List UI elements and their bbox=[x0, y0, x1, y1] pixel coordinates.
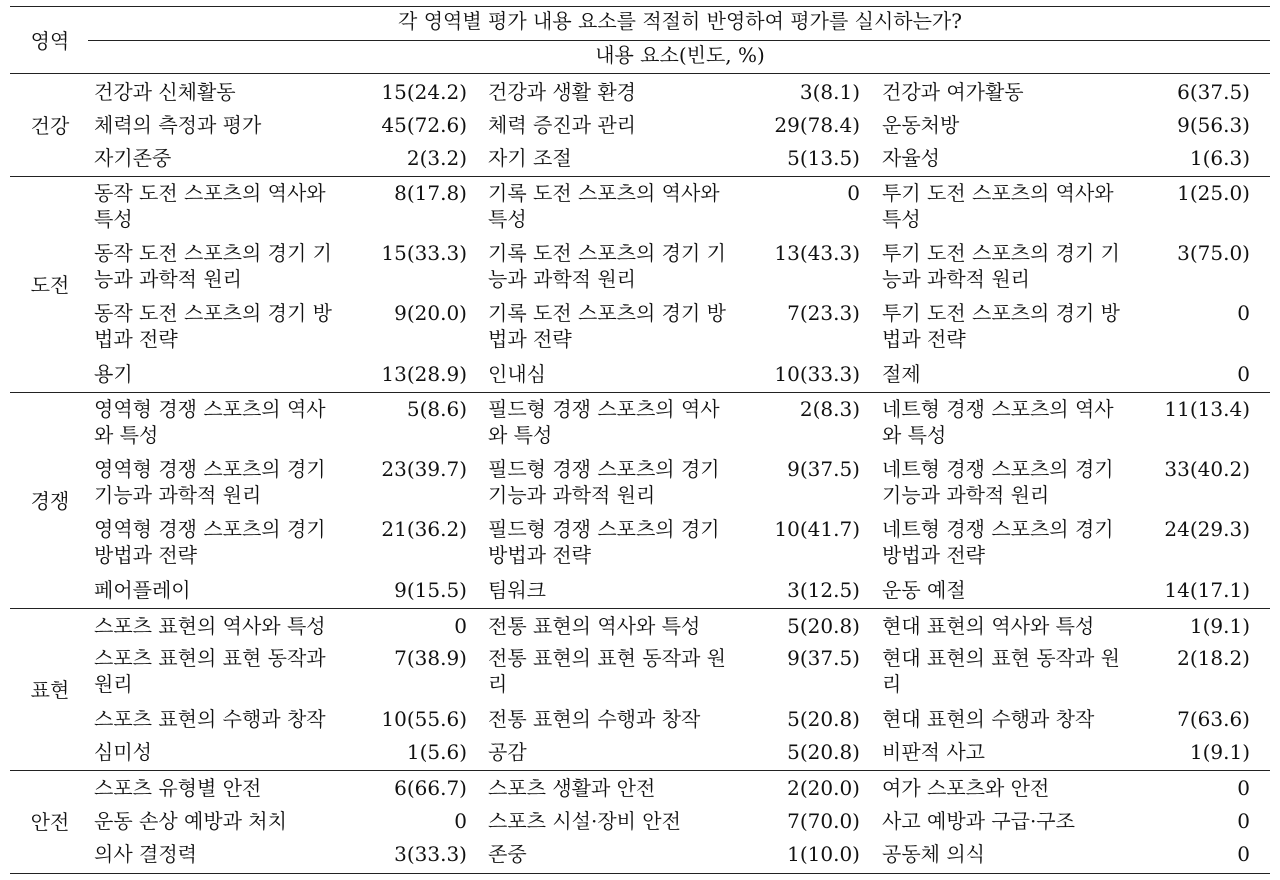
content-element-label: 필드형 경쟁 스포츠의 역사 bbox=[488, 397, 720, 421]
content-element-label: 동작 도전 스포츠의 경기 기 bbox=[94, 241, 332, 265]
content-element-label-cont: 와 특성 bbox=[488, 423, 553, 447]
frequency-value: 45(72.6) bbox=[381, 113, 467, 137]
frequency-value: 3(12.5) bbox=[787, 578, 860, 602]
content-element-label: 운동 손상 예방과 처치 bbox=[94, 809, 287, 833]
content-element-label: 여가 스포츠와 안전 bbox=[882, 776, 1050, 800]
frequency-value: 15(33.3) bbox=[381, 241, 467, 265]
content-element-label: 존중 bbox=[488, 842, 527, 866]
content-element-label: 현대 표현의 역사와 특성 bbox=[882, 614, 1095, 638]
domain-label: 건강 bbox=[30, 113, 70, 138]
frequency-value: 1(6.3) bbox=[1189, 146, 1250, 170]
content-element-label: 심미성 bbox=[94, 740, 152, 764]
content-element-label: 필드형 경쟁 스포츠의 경기 bbox=[488, 457, 720, 481]
table-top-rule bbox=[10, 6, 1270, 7]
domain-label: 안전 bbox=[30, 809, 70, 834]
content-element-label: 건강과 신체활동 bbox=[94, 80, 236, 104]
frequency-value: 13(28.9) bbox=[381, 362, 467, 386]
frequency-value: 1(25.0) bbox=[1177, 181, 1250, 205]
frequency-value: 1(10.0) bbox=[787, 842, 860, 866]
content-element-label: 운동처방 bbox=[882, 113, 960, 137]
content-element-label-cont: 능과 과학적 원리 bbox=[882, 267, 1030, 291]
frequency-value: 9(15.5) bbox=[394, 578, 467, 602]
content-element-label: 건강과 생활 환경 bbox=[488, 80, 636, 104]
content-element-label-cont: 와 특성 bbox=[882, 423, 947, 447]
frequency-value: 5(20.8) bbox=[787, 740, 860, 764]
frequency-value: 15(24.2) bbox=[381, 80, 467, 104]
content-element-label: 건강과 여가활동 bbox=[882, 80, 1024, 104]
frequency-value: 11(13.4) bbox=[1164, 397, 1250, 421]
content-element-label: 기록 도전 스포츠의 경기 방 bbox=[488, 301, 726, 325]
content-element-label-cont: 법과 전략 bbox=[882, 327, 966, 351]
content-element-label: 네트형 경쟁 스포츠의 경기 bbox=[882, 457, 1114, 481]
section-divider bbox=[10, 770, 1270, 771]
frequency-value: 2(3.2) bbox=[406, 146, 467, 170]
frequency-value: 0 bbox=[1237, 776, 1250, 800]
content-element-label-cont: 리 bbox=[488, 672, 508, 696]
content-element-label: 현대 표현의 표현 동작과 원 bbox=[882, 646, 1120, 670]
content-element-label: 체력 증진과 관리 bbox=[488, 113, 636, 137]
frequency-value: 6(66.7) bbox=[394, 776, 467, 800]
domain-label: 표현 bbox=[30, 677, 70, 702]
content-element-label-cont: 와 특성 bbox=[94, 423, 159, 447]
frequency-value: 9(37.5) bbox=[787, 646, 860, 670]
content-element-label: 투기 도전 스포츠의 역사와 bbox=[882, 181, 1114, 205]
frequency-value: 2(18.2) bbox=[1177, 646, 1250, 670]
frequency-value: 6(37.5) bbox=[1177, 80, 1250, 104]
frequency-value: 24(29.3) bbox=[1164, 517, 1250, 541]
sub-header: 내용 요소(빈도, %) bbox=[595, 43, 765, 67]
content-element-label: 공동체 의식 bbox=[882, 842, 985, 866]
content-element-label: 동작 도전 스포츠의 경기 방 bbox=[94, 301, 332, 325]
frequency-value: 7(23.3) bbox=[787, 301, 860, 325]
content-element-label: 사고 예방과 구급·구조 bbox=[882, 809, 1075, 833]
frequency-value: 0 bbox=[1237, 809, 1250, 833]
frequency-value: 7(70.0) bbox=[787, 809, 860, 833]
content-element-label-cont: 능과 과학적 원리 bbox=[488, 267, 636, 291]
frequency-value: 5(20.8) bbox=[787, 707, 860, 731]
frequency-value: 5(20.8) bbox=[787, 614, 860, 638]
content-element-label-cont: 기능과 과학적 원리 bbox=[488, 483, 656, 507]
frequency-value: 9(37.5) bbox=[787, 457, 860, 481]
content-element-label: 운동 예절 bbox=[882, 578, 966, 602]
content-element-label: 전통 표현의 표현 동작과 원 bbox=[488, 646, 726, 670]
question-header: 각 영역별 평가 내용 요소를 적절히 반영하여 평가를 실시하는가? bbox=[398, 9, 962, 33]
content-element-label: 투기 도전 스포츠의 경기 방 bbox=[882, 301, 1120, 325]
frequency-value: 0 bbox=[1237, 301, 1250, 325]
content-element-label: 용기 bbox=[94, 362, 133, 386]
content-element-label: 스포츠 생활과 안전 bbox=[488, 776, 656, 800]
frequency-value: 3(33.3) bbox=[394, 842, 467, 866]
content-element-label: 공감 bbox=[488, 740, 527, 764]
content-element-label-cont: 능과 과학적 원리 bbox=[94, 267, 242, 291]
frequency-value: 7(63.6) bbox=[1177, 707, 1250, 731]
content-element-label-cont: 특성 bbox=[882, 207, 921, 231]
domain-header: 영역 bbox=[30, 29, 70, 53]
content-element-label: 스포츠 표현의 역사와 특성 bbox=[94, 614, 326, 638]
frequency-value: 1(9.1) bbox=[1189, 614, 1250, 638]
frequency-value: 0 bbox=[847, 181, 860, 205]
section-divider bbox=[10, 176, 1270, 177]
content-element-label-cont: 법과 전략 bbox=[94, 327, 178, 351]
content-element-label: 전통 표현의 역사와 특성 bbox=[488, 614, 701, 638]
content-element-label: 전통 표현의 수행과 창작 bbox=[488, 707, 701, 731]
header-mid-rule bbox=[88, 40, 1270, 41]
content-element-label: 스포츠 표현의 표현 동작과 bbox=[94, 646, 326, 670]
content-element-label-cont: 기능과 과학적 원리 bbox=[94, 483, 262, 507]
content-element-label: 절제 bbox=[882, 362, 921, 386]
frequency-value: 0 bbox=[454, 614, 467, 638]
section-divider bbox=[10, 392, 1270, 393]
domain-label: 도전 bbox=[30, 272, 70, 297]
frequency-value: 13(43.3) bbox=[774, 241, 860, 265]
content-element-label: 네트형 경쟁 스포츠의 경기 bbox=[882, 517, 1114, 541]
frequency-value: 3(8.1) bbox=[799, 80, 860, 104]
content-element-label: 현대 표현의 수행과 창작 bbox=[882, 707, 1095, 731]
frequency-value: 21(36.2) bbox=[381, 517, 467, 541]
frequency-value: 0 bbox=[1237, 362, 1250, 386]
content-element-label: 스포츠 표현의 수행과 창작 bbox=[94, 707, 326, 731]
content-element-label-cont: 원리 bbox=[94, 672, 133, 696]
content-element-label: 인내심 bbox=[488, 362, 546, 386]
content-element-label: 스포츠 시설·장비 안전 bbox=[488, 809, 681, 833]
content-element-label-cont: 방법과 전략 bbox=[882, 543, 985, 567]
frequency-value: 10(33.3) bbox=[774, 362, 860, 386]
header-bottom-rule bbox=[10, 73, 1270, 74]
content-element-label-cont: 리 bbox=[882, 672, 902, 696]
content-element-label: 영역형 경쟁 스포츠의 역사 bbox=[94, 397, 326, 421]
table-bottom-rule bbox=[10, 873, 1270, 874]
content-element-label: 체력의 측정과 평가 bbox=[94, 113, 262, 137]
content-element-label-cont: 특성 bbox=[488, 207, 527, 231]
content-element-label-cont: 법과 전략 bbox=[488, 327, 572, 351]
frequency-value: 10(55.6) bbox=[381, 707, 467, 731]
content-element-label: 영역형 경쟁 스포츠의 경기 bbox=[94, 457, 326, 481]
frequency-value: 7(38.9) bbox=[394, 646, 467, 670]
frequency-value: 0 bbox=[1237, 842, 1250, 866]
frequency-value: 9(56.3) bbox=[1177, 113, 1250, 137]
frequency-value: 1(5.6) bbox=[406, 740, 467, 764]
content-element-label: 팀워크 bbox=[488, 578, 546, 602]
frequency-value: 10(41.7) bbox=[774, 517, 860, 541]
content-element-label: 자기존중 bbox=[94, 146, 172, 170]
frequency-value: 33(40.2) bbox=[1164, 457, 1250, 481]
domain-label: 경쟁 bbox=[30, 488, 70, 513]
frequency-value: 1(9.1) bbox=[1189, 740, 1250, 764]
content-element-label: 페어플레이 bbox=[94, 578, 191, 602]
content-element-label: 스포츠 유형별 안전 bbox=[94, 776, 262, 800]
content-element-label-cont: 방법과 전략 bbox=[94, 543, 197, 567]
content-element-label: 자기 조절 bbox=[488, 146, 572, 170]
section-divider bbox=[10, 608, 1270, 609]
content-element-label: 자율성 bbox=[882, 146, 940, 170]
frequency-value: 2(20.0) bbox=[787, 776, 860, 800]
frequency-value: 0 bbox=[454, 809, 467, 833]
content-element-label: 필드형 경쟁 스포츠의 경기 bbox=[488, 517, 720, 541]
frequency-value: 5(8.6) bbox=[406, 397, 467, 421]
frequency-value: 29(78.4) bbox=[774, 113, 860, 137]
content-element-label: 동작 도전 스포츠의 역사와 bbox=[94, 181, 326, 205]
frequency-value: 8(17.8) bbox=[394, 181, 467, 205]
frequency-value: 5(13.5) bbox=[787, 146, 860, 170]
content-element-label: 의사 결정력 bbox=[94, 842, 197, 866]
content-element-label: 영역형 경쟁 스포츠의 경기 bbox=[94, 517, 326, 541]
content-element-label: 기록 도전 스포츠의 역사와 bbox=[488, 181, 720, 205]
content-element-label-cont: 특성 bbox=[94, 207, 133, 231]
content-element-label: 투기 도전 스포츠의 경기 기 bbox=[882, 241, 1120, 265]
frequency-value: 23(39.7) bbox=[381, 457, 467, 481]
content-element-label: 네트형 경쟁 스포츠의 역사 bbox=[882, 397, 1114, 421]
content-element-label-cont: 기능과 과학적 원리 bbox=[882, 483, 1050, 507]
frequency-value: 14(17.1) bbox=[1164, 578, 1250, 602]
content-element-label: 비판적 사고 bbox=[882, 740, 985, 764]
content-element-label-cont: 방법과 전략 bbox=[488, 543, 591, 567]
frequency-value: 9(20.0) bbox=[394, 301, 467, 325]
content-element-label: 기록 도전 스포츠의 경기 기 bbox=[488, 241, 726, 265]
frequency-value: 3(75.0) bbox=[1177, 241, 1250, 265]
frequency-value: 2(8.3) bbox=[799, 397, 860, 421]
